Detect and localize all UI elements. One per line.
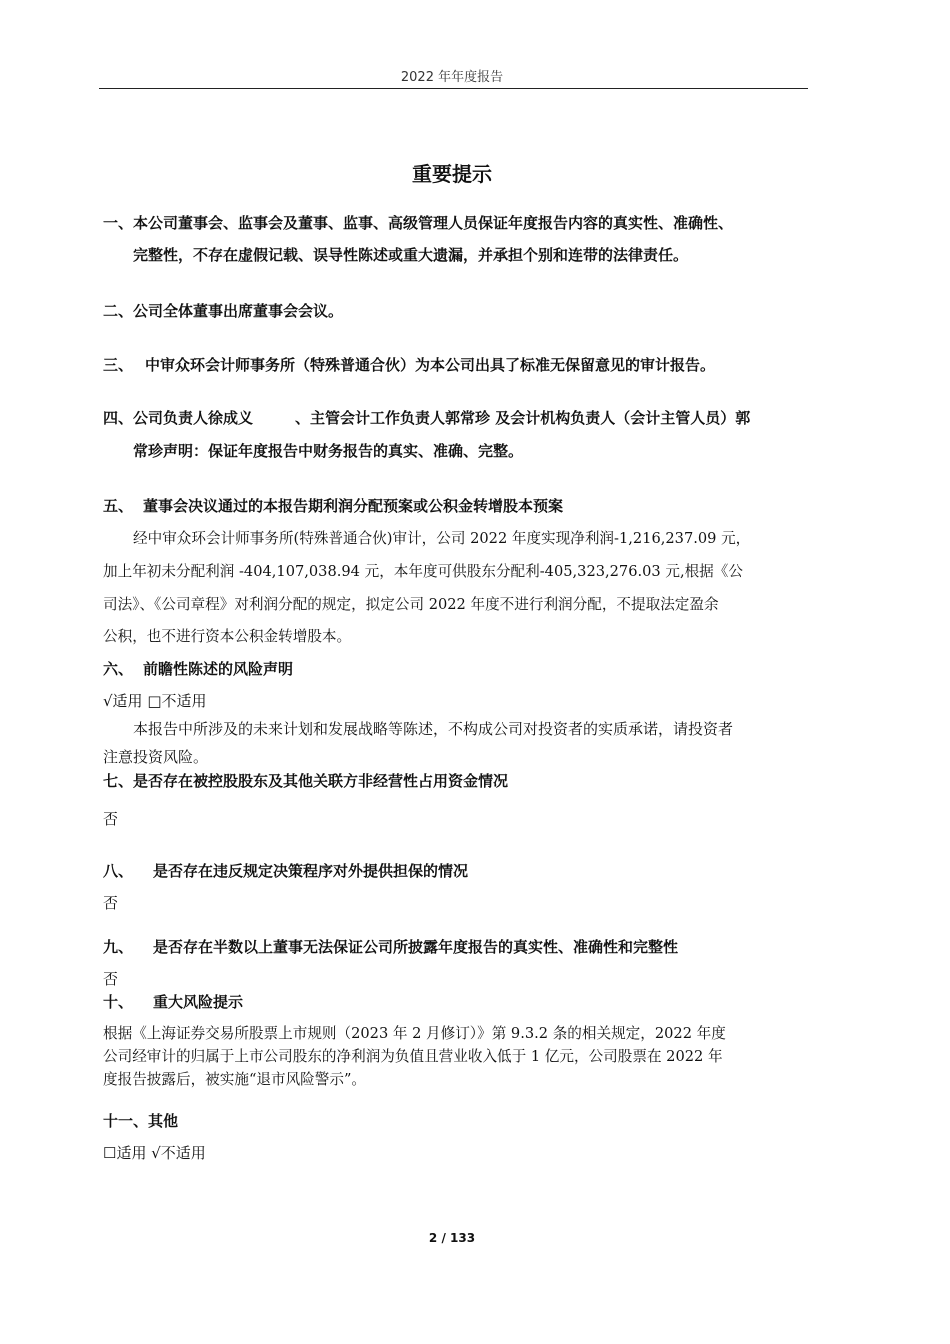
section-8-number: 八、 [103,862,134,880]
section-7-heading: 七、是否存在被控股股东及其他关联方非经营性占用资金情况 [103,772,509,790]
section-5-number: 五、 [103,497,134,515]
page-header: 2022 年年度报告 [400,70,504,85]
section-10-paragraph-line-2: 公司经审计的归属于上市公司股东的净利润为负值且营业收入低于 1 亿元，公司股票在 2022 年 [103,1048,723,1065]
header-rule [99,88,808,89]
section-10-paragraph-line-1: 根据《上海证券交易所股票上市规则（2023 年 2 月修订）》第 9.3.2 条的相关规定，2022 年度 [103,1025,726,1042]
section-1-line-2: 完整性，不存在虚假记载、误导性陈述或重大遗漏，并承担个别和连带的法律责任。 [133,246,689,264]
section-4-line-1a: 四、公司负责人徐成义 [103,409,254,427]
section-4-line-2: 常珍声明：保证年度报告中财务报告的真实、准确、完整。 [133,442,524,460]
section-8-answer: 否 [103,894,119,912]
section-3-number: 三、 [103,356,134,374]
section-5-paragraph-line-3: 司法》、《公司章程》对利润分配的规定，拟定公司 2022 年度不进行利润分配，不提取法定盈余 [103,596,719,613]
section-9-heading: 是否存在半数以上董事无法保证公司所披露年度报告的真实性、准确性和完整性 [153,938,679,956]
section-11-heading: 十一、其他 [103,1112,179,1130]
section-2: 二、公司全体董事出席董事会会议。 [103,302,344,320]
section-6-paragraph-line-2: 注意投资风险。 [103,748,209,766]
section-6-heading: 前瞻性陈述的风险声明 [143,660,294,678]
section-11-options: ☐适用 √不适用 [103,1144,206,1162]
section-10-heading: 重大风险提示 [153,993,244,1011]
section-7-answer: 否 [103,810,119,828]
section-5-heading: 董事会决议通过的本报告期利润分配预案或公积金转增股本预案 [143,497,564,515]
section-9-number: 九、 [103,938,134,956]
section-6-paragraph-line-1: 本报告中所涉及的未来计划和发展战略等陈述，不构成公司对投资者的实质承诺，请投资者 [133,720,734,738]
section-5-paragraph-line-2: 加上年初未分配利润 -404,107,038.94 元，本年度可供股东分配利-405,323,276.03 元,根据《公 [103,563,743,580]
section-6-options: √适用 □不适用 [103,692,207,710]
page-number: 2 / 133 [428,1231,476,1245]
section-5-paragraph-line-4: 公积，也不进行资本公积金转增股本。 [103,628,352,645]
section-9-answer: 否 [103,970,119,988]
section-3-text: 中审众环会计师事务所（特殊普通合伙）为本公司出具了标准无保留意见的审计报告。 [145,356,716,374]
section-10-number: 十、 [103,993,134,1011]
section-5-paragraph-line-1: 经中审众环会计师事务所(特殊普通合伙)审计，公司 2022 年度实现净利润-1,216,237.09 元， [133,530,751,547]
section-1-line-1: 一、本公司董事会、监事会及董事、监事、高级管理人员保证年度报告内容的真实性、准确性、 [103,214,734,232]
section-10-paragraph-line-3: 度报告披露后，被实施“退市风险警示”。 [103,1071,367,1088]
section-4-line-1b: 、主管会计工作负责人郭常珍 及会计机构负责人（会计主管人员）郭 [295,409,751,427]
page-title: 重要提示 [412,162,492,186]
section-8-heading: 是否存在违反规定决策程序对外提供担保的情况 [153,862,469,880]
section-6-number: 六、 [103,660,134,678]
